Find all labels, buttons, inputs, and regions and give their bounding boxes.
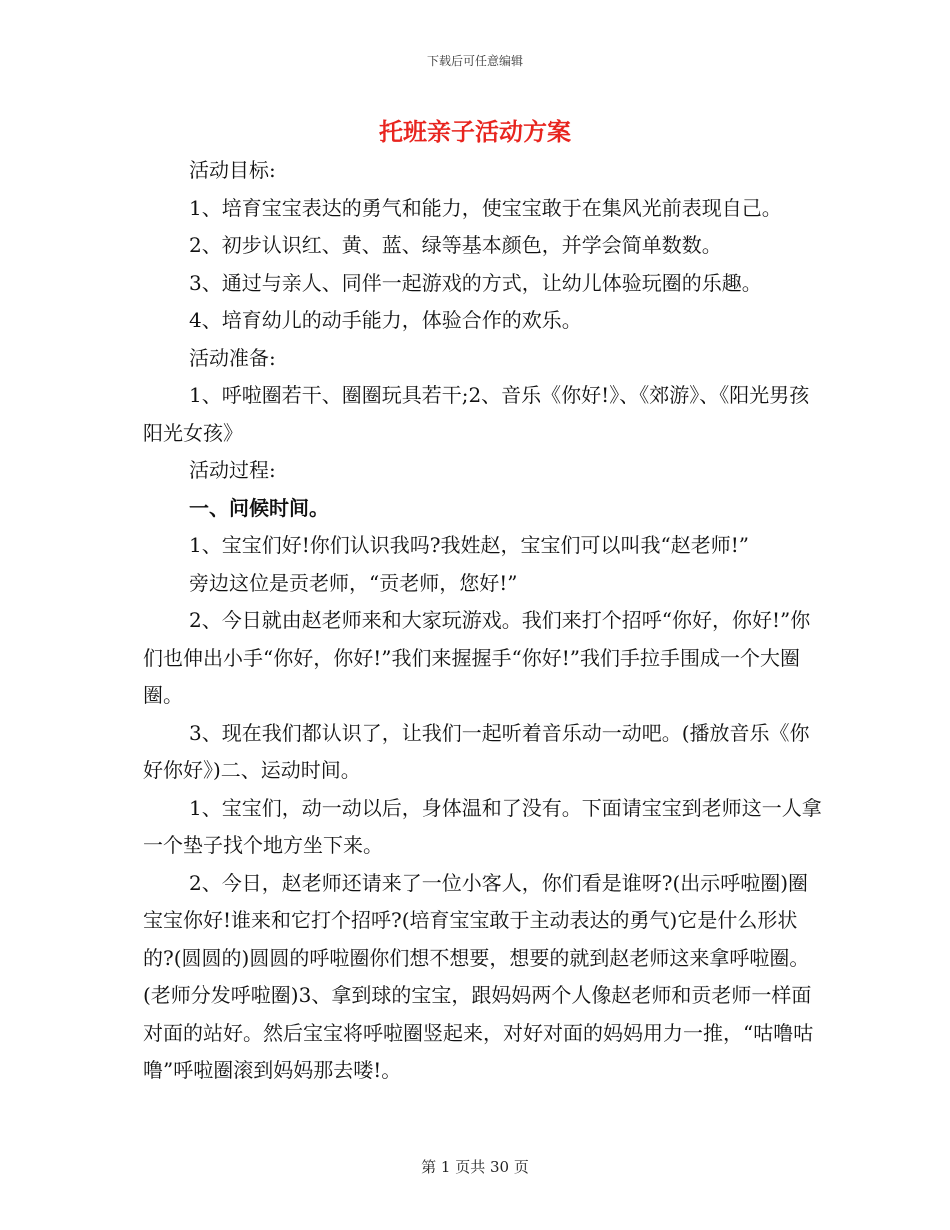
paragraph: 4、培育幼儿的动手能力，体验合作的欢乐。 [189,308,582,332]
paragraph: 3、通过与亲人、同伴一起游戏的方式，让幼儿体验玩圈的乐趣。 [189,270,762,295]
paragraph: 2、今日，赵老师还请来了一位小客人，你们看是谁呀?(出示呼啦圈)圈宝宝你好!谁来和它打个招呼?(培育宝宝敢于主动表达的勇气)它是什么形状的?(圆圆的)圆圆的呼啦圈你们想不想要，想要的就到赵老师这来拿呼啦圈。(老师分发呼啦圈)3、拿到球的宝宝，跟妈妈两个人像赵老师和贡老师一样面对面的站好。然后宝宝将呼啦圈竖起来，对好对面的妈妈用力一推，“咕噜咕噜”呼啦圈滚到妈妈那去喽!。 [143,870,814,1082]
paragraph: 2、今日就由赵老师来和大家玩游戏。我们来打个招呼“你好，你好!”你们也伸出小手“你好，你好!”我们来握握手“你好!”我们手拉手围成一个大圈圈。 [143,608,811,707]
document-body [143,152,823,1090]
page-number: 第 1 页共 30 页 [421,1158,529,1176]
document-title: 托班亲子活动方案 [379,117,571,146]
paragraph: 3、现在我们都认识了，让我们一起听着音乐动一动吧。(播放音乐《你好你好》)二、运动时间。 [143,720,810,782]
paragraph: 1、培育宝宝表达的勇气和能力，使宝宝敢于在集风光前表现自己。 [189,195,782,220]
paragraph: 1、宝宝们，动一动以后，身体温和了没有。下面请宝宝到老师这一人拿一个垫子找个地方坐下来。 [143,795,822,857]
paragraph: 1、宝宝们好!你们认识我吗?我姓赵，宝宝们可以叫我“赵老师!” [189,533,749,557]
paragraph: 旁边这位是贡老师，“贡老师，您好!” [189,570,518,595]
section-heading-process: 活动过程: [189,458,276,482]
paragraph: 2、初步认识红、黄、蓝、绿等基本颜色，并学会简单数数。 [189,233,722,257]
subsection-heading: 一、问候时间。 [189,495,329,520]
header-note: 下载后可任意编辑 [426,54,523,68]
section-heading-preparation: 活动准备: [189,345,276,370]
paragraph: 1、呼啦圈若干、圈圈玩具若干;2、音乐《你好!》、《郊游》、《阳光男孩阳光女孩》 [143,383,810,445]
section-heading-goals: 活动目标: [189,158,276,182]
